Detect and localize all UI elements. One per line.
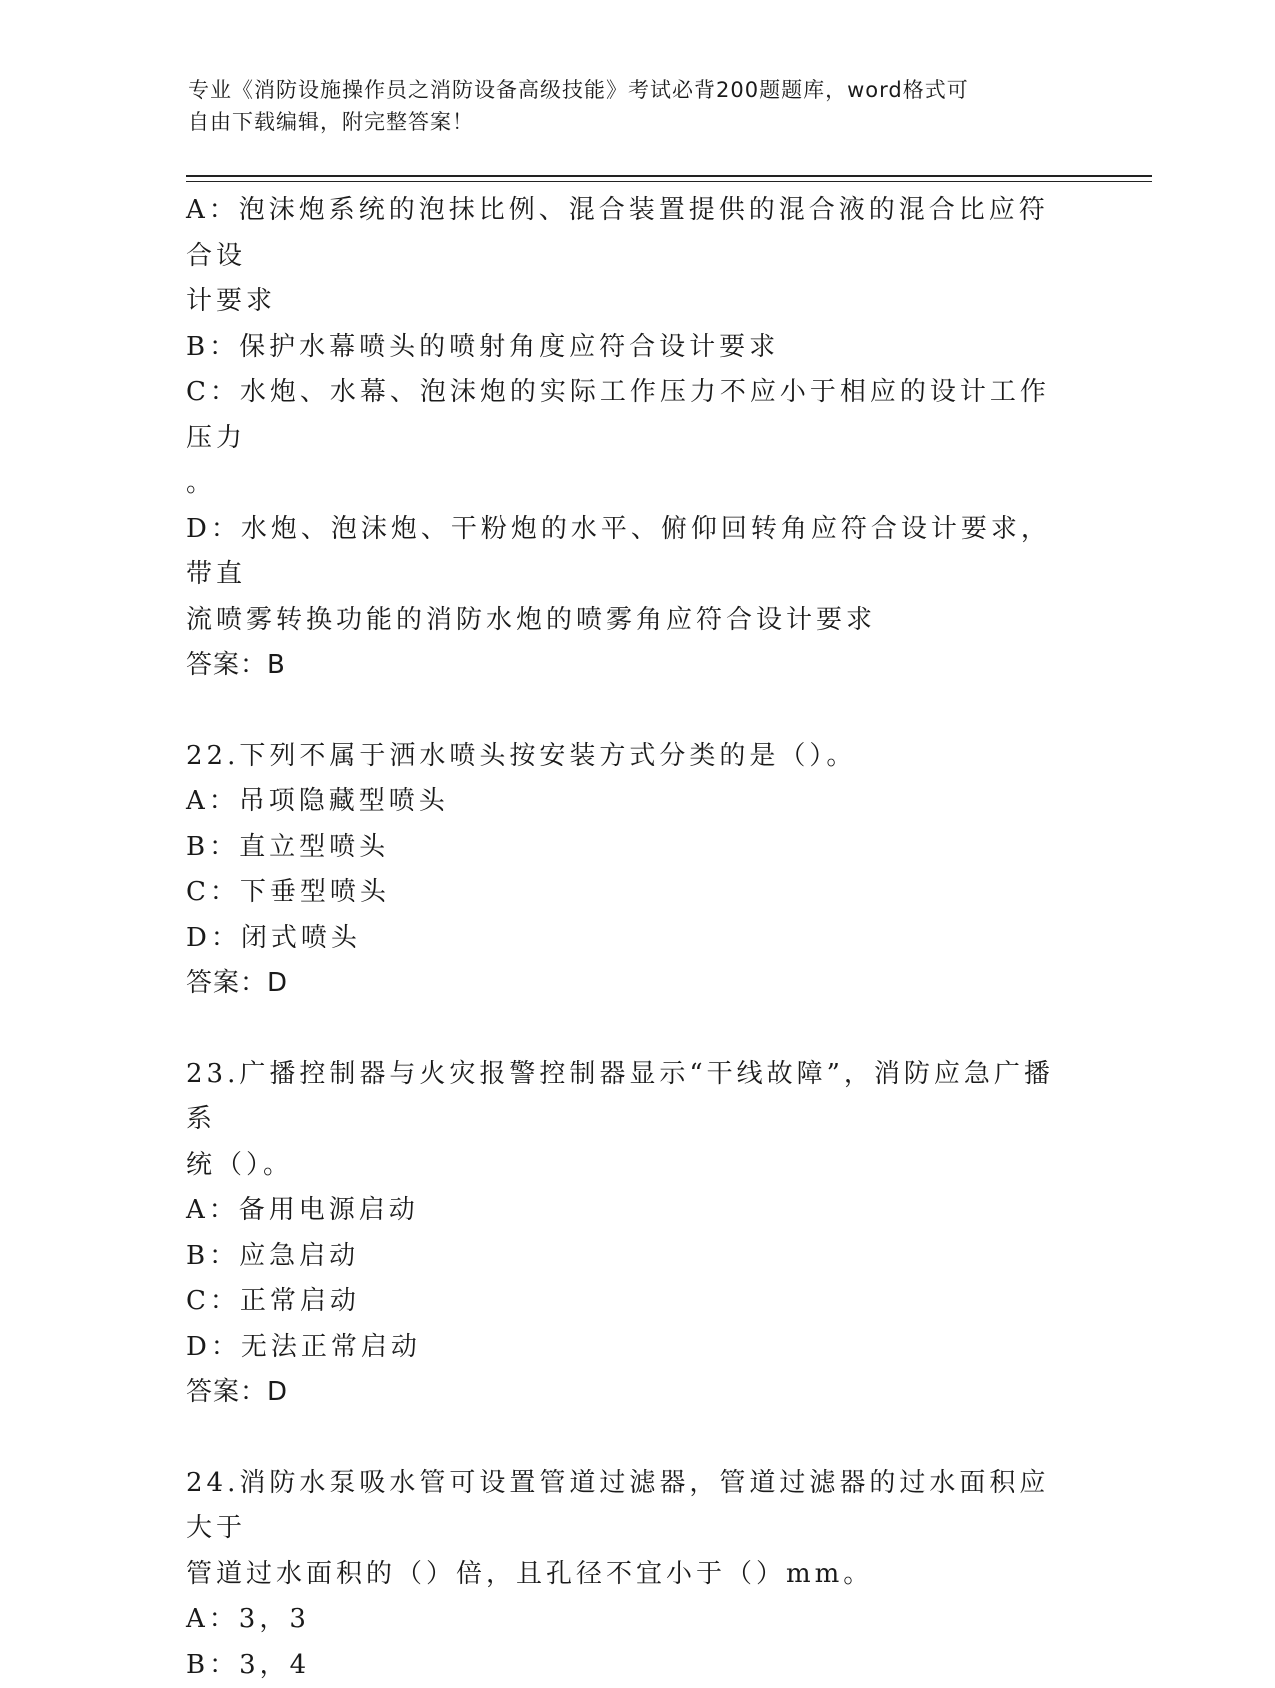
question-21	[186, 188, 1076, 689]
question-text: 23.广播控制器与火灾报警控制器显示“干线故障”，消防应急广播系	[186, 1052, 1076, 1143]
option-line: C：水炮、水幕、泡沫炮的实际工作压力不应小于相应的设计工作压力	[186, 370, 1076, 461]
question-22	[186, 734, 1076, 1007]
answer-label: 答案：D	[186, 961, 1076, 1007]
question-list	[186, 188, 1076, 1688]
option-line: B：直立型喷头	[186, 825, 1076, 871]
option-line: A：备用电源启动	[186, 1188, 1076, 1234]
option-line: 。	[186, 461, 1076, 507]
option-line: B：应急启动	[186, 1234, 1076, 1280]
header-line-2: 自由下载编辑，附完整答案！	[188, 106, 1068, 138]
option-line: A：吊项隐藏型喷头	[186, 779, 1076, 825]
question-24	[186, 1461, 1076, 1688]
option-line: D：闭式喷头	[186, 916, 1076, 962]
document-header	[188, 74, 1068, 138]
question-text: 24.消防水泵吸水管可设置管道过滤器，管道过滤器的过水面积应大于	[186, 1461, 1076, 1552]
answer-label: 答案：D	[186, 1370, 1076, 1416]
option-line: 流喷雾转换功能的消防水炮的喷雾角应符合设计要求	[186, 598, 1076, 644]
header-divider-thin	[186, 181, 1152, 182]
option-line: A：3，3	[186, 1597, 1076, 1643]
answer-label: 答案：B	[186, 643, 1076, 689]
option-line: D：水炮、泡沫炮、干粉炮的水平、俯仰回转角应符合设计要求，带直	[186, 507, 1076, 598]
question-text: 管道过水面积的（）倍，且孔径不宜小于（）mm。	[186, 1552, 1076, 1598]
option-line: B：保护水幕喷头的喷射角度应符合设计要求	[186, 325, 1076, 371]
option-line: C：下垂型喷头	[186, 870, 1076, 916]
question-text: 22.下列不属于洒水喷头按安装方式分类的是（）。	[186, 734, 1076, 780]
option-line: 计要求	[186, 279, 1076, 325]
question-text: 统（）。	[186, 1143, 1076, 1189]
option-line: D：无法正常启动	[186, 1325, 1076, 1371]
option-line: A：泡沫炮系统的泡抹比例、混合装置提供的混合液的混合比应符合设	[186, 188, 1076, 279]
option-line: C：正常启动	[186, 1279, 1076, 1325]
header-line-1: 专业《消防设施操作员之消防设备高级技能》考试必背200题题库，word格式可	[188, 74, 1068, 106]
header-divider-thick	[186, 175, 1152, 177]
question-23	[186, 1052, 1076, 1416]
option-line: B：3，4	[186, 1643, 1076, 1688]
